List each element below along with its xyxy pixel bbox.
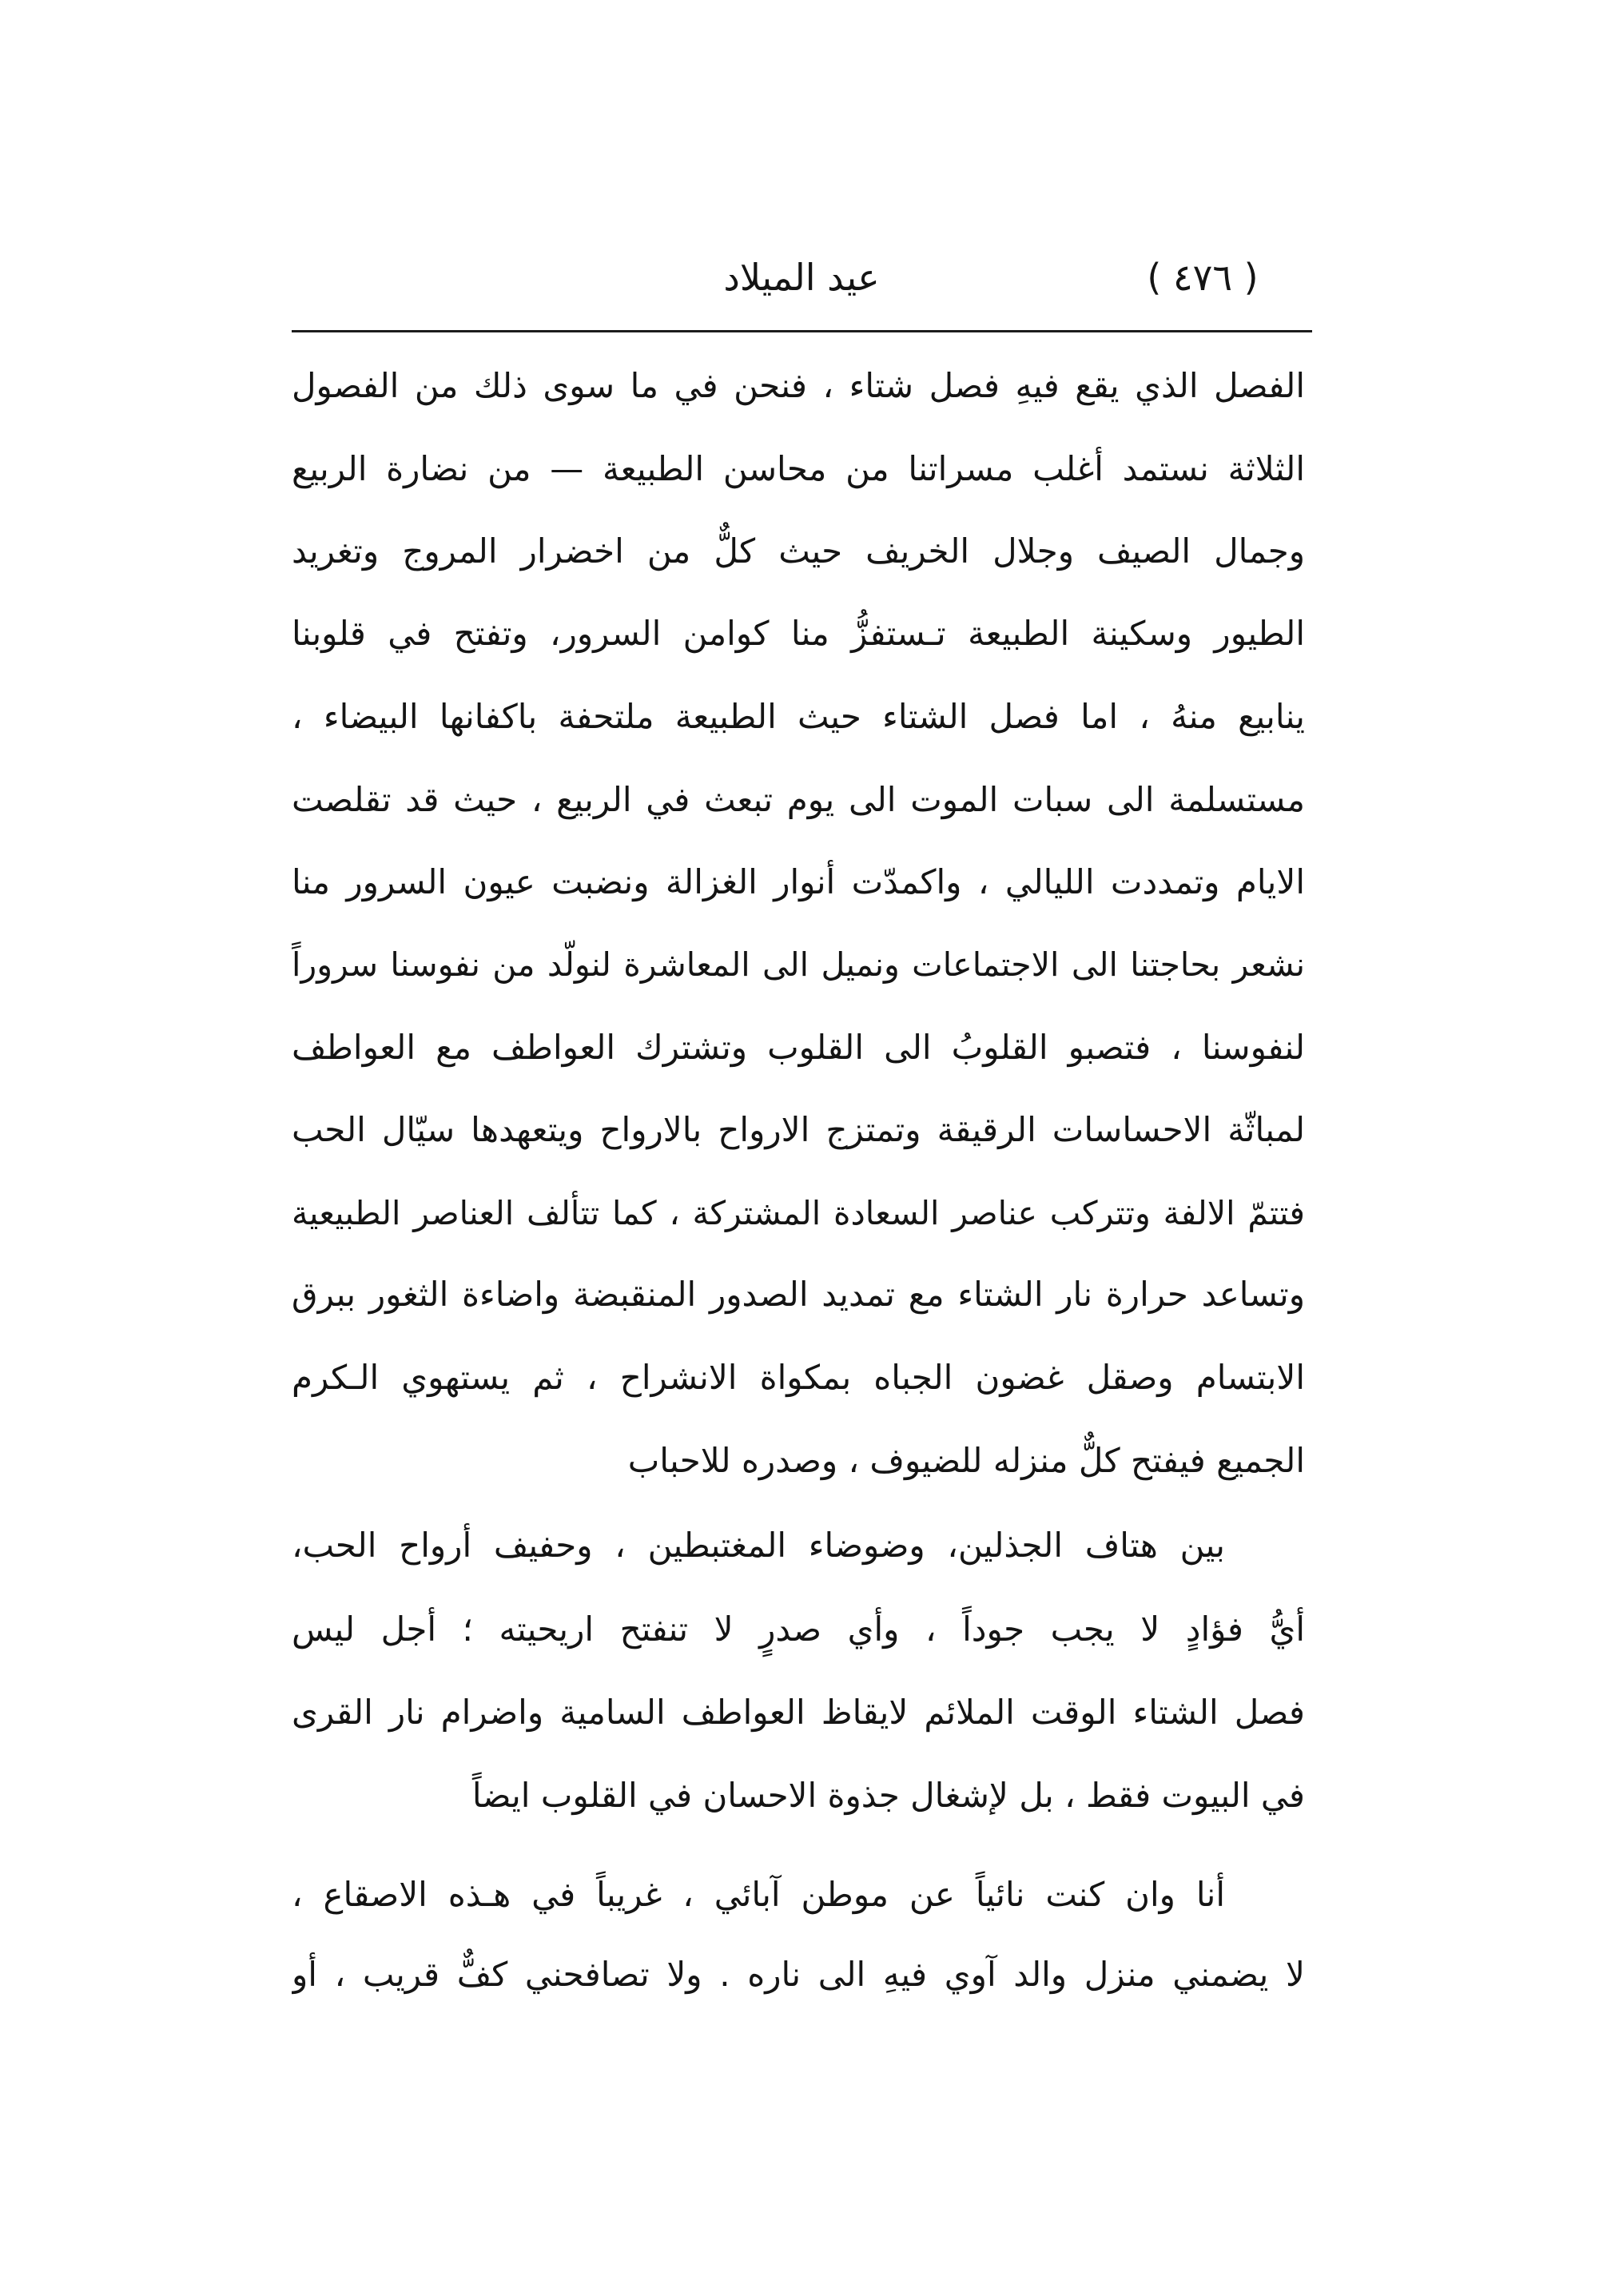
body-line: فتتمّ الالفة وتتركب عناصر السعادة المشتركة ، كما تتألف العناصر الطبيعية: [292, 1194, 1305, 1232]
body-line: وجمال الصيف وجلال الخريف حيث كلٌّ من اخضرار المروج وتغريد: [292, 531, 1305, 571]
body-line: الفصل الذي يقع فيهِ فصل شتاء ، فنحن في ما سوى ذلك من الفصول: [292, 366, 1305, 405]
body-line: بين هتاف الجذلين، وضوضاء المغتبطين ، وحفيف أرواح الحب،: [292, 1526, 1225, 1565]
running-title: عيد الميلاد: [723, 256, 880, 299]
page-number: ( ٤٧٦ ): [1147, 256, 1259, 299]
text-block: [292, 0, 1305, 2296]
body-line: ينابيع منهُ ، اما فصل الشتاء حيث الطبيعة ملتحفة باكفانها البيضاء ،: [292, 697, 1305, 736]
body-line: أيُّ فؤادٍ لا يجب جوداً ، وأي صدرٍ لا تنفتح اريحيته ؛ أجل ليس: [292, 1610, 1305, 1649]
body-line: لمباثّة الاحساسات الرقيقة وتمتزج الارواح بالارواح ويتعهدها سيّال الحب: [292, 1110, 1305, 1149]
body-line: في البيوت فقط ، بل لإشغال جذوة الاحسان في القلوب ايضاً: [471, 1776, 1305, 1815]
body-line: الجميع فيفتح كلٌّ منزله للضيوف ، وصدره للاحباب: [627, 1441, 1305, 1480]
body-line: وتساعد حرارة نار الشتاء مع تمديد الصدور المنقبضة واضاءة الثغور ببرق: [292, 1275, 1305, 1314]
body-line: الايام وتمددت الليالي ، واكمدّت أنوار الغزالة ونضبت عيون السرور منا: [292, 862, 1305, 901]
body-line: أنا وان كنت نائياً عن موطن آبائي ، غريباً في هـذه الاصقاع ،: [292, 1875, 1225, 1914]
body-line: الثلاثة نستمد أغلب مسراتنا من محاسن الطبيعة — من نضارة الربيع: [292, 449, 1305, 488]
body-line: لا يضمني منزل والد آوي فيهِ الى ناره . ولا تصافحني كفٌّ قريب ، أو: [292, 1955, 1305, 1994]
body-line: فصل الشتاء الوقت الملائم لايقاظ العواطف السامية واضرام نار القرى: [292, 1693, 1305, 1732]
body-line: نشعر بحاجتنا الى الاجتماعات ونميل الى المعاشرة لنولّد من نفوسنا سروراً: [292, 945, 1305, 984]
body-line: مستسلمة الى سبات الموت الى يوم تبعث في الربيع ، حيث قد تقلصت: [292, 780, 1305, 819]
body-line: لنفوسنا ، فتصبو القلوبُ الى القلوب وتشترك العواطف مع العواطف: [292, 1028, 1305, 1067]
body-line: الطيور وسكينة الطبيعة تـستفزُّ منا كوامن السرور، وتفتح في قلوبنا: [292, 614, 1305, 653]
body-line: الابتسام وصقل غضون الجباه بمكواة الانشراح ، ثم يستهوي الـكرم: [292, 1358, 1305, 1397]
